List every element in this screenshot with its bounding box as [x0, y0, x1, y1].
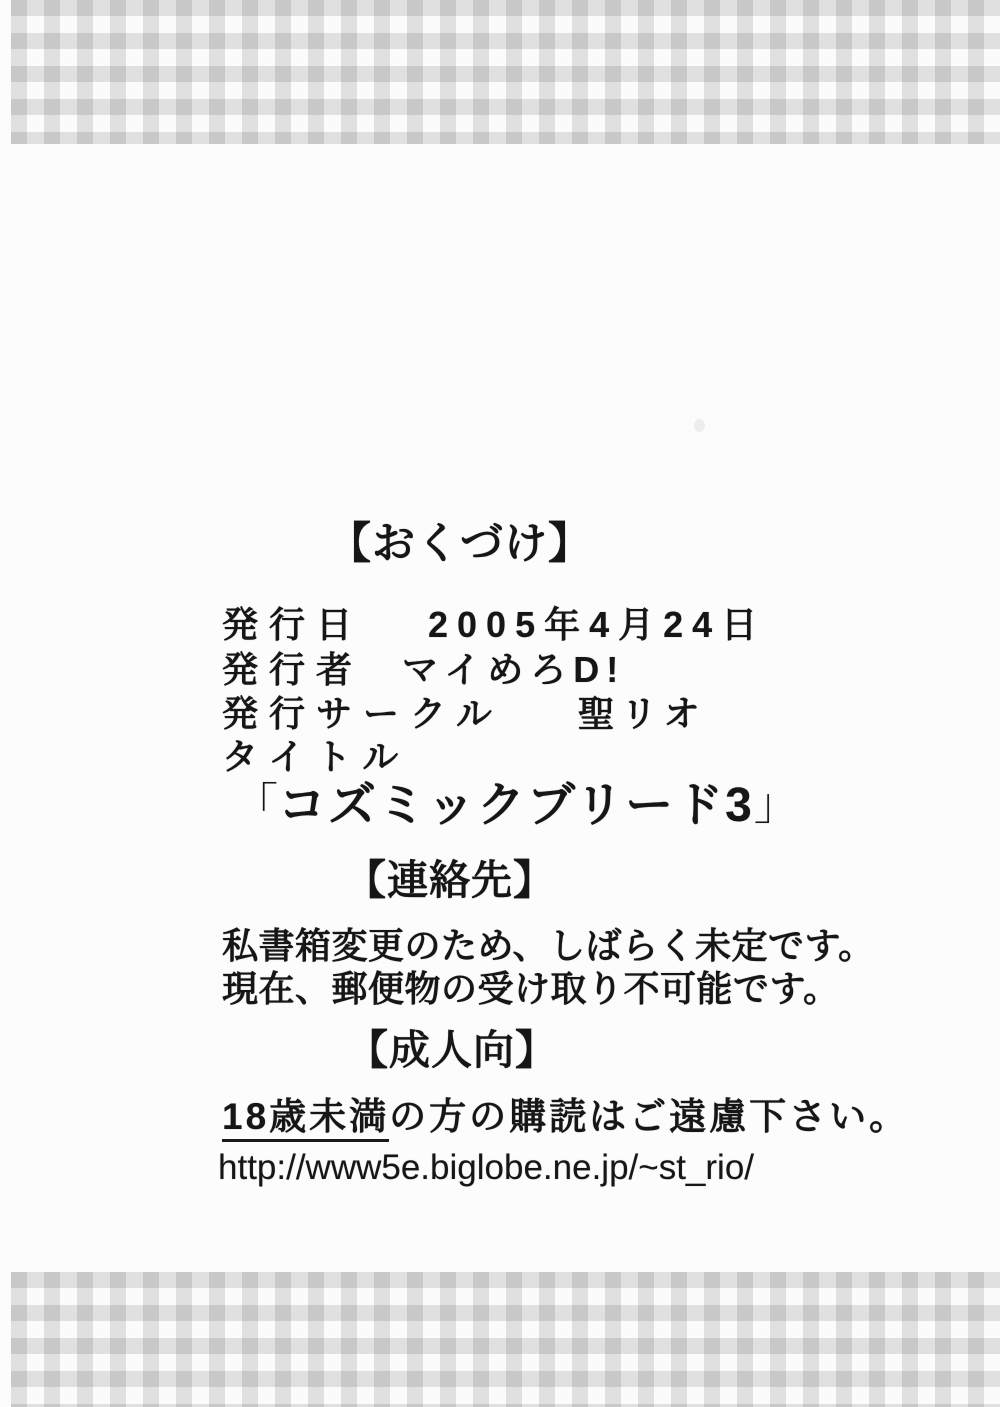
circle-label: 発行サークル [222, 693, 503, 734]
age-restriction-rest: の方の購読はご遠慮下さい。 [389, 1096, 910, 1137]
publication-date-label: 発行日 [222, 604, 364, 645]
title-open-bracket: 「 [234, 780, 278, 829]
circle-row [222, 686, 982, 732]
gingham-border-bottom [11, 1272, 1000, 1407]
publication-date-value: 2005年4月24日 [428, 604, 767, 645]
contact-line: 現在、郵便物の受け取り不可能です。 [222, 968, 840, 1009]
contact-line: 私書箱変更のため、しばらく未定です。 [222, 925, 875, 966]
age-restriction-underlined: 18歳未満 [222, 1096, 389, 1142]
circle-value: 聖リオ [578, 693, 707, 734]
scan-speck [694, 419, 705, 432]
okuzuke-heading: 【おくづけ】 [328, 520, 592, 568]
adult-heading: 【成人向】 [347, 1027, 557, 1073]
age-restriction-notice [222, 1096, 909, 1139]
publisher-label: 発行者 [222, 649, 364, 690]
publisher-row [222, 642, 982, 688]
contact-heading: 【連絡先】 [345, 857, 555, 903]
title-label: タイトル [222, 736, 410, 777]
doujin-title [234, 766, 798, 835]
publisher-value: マイめろD! [402, 649, 626, 690]
circle-website-url: http://www5e.biglobe.ne.jp/~st_rio/ [218, 1148, 755, 1187]
publication-date-row [222, 597, 982, 643]
title-close-bracket: 」 [753, 780, 798, 829]
title-text: コズミックブリード3 [278, 779, 754, 832]
